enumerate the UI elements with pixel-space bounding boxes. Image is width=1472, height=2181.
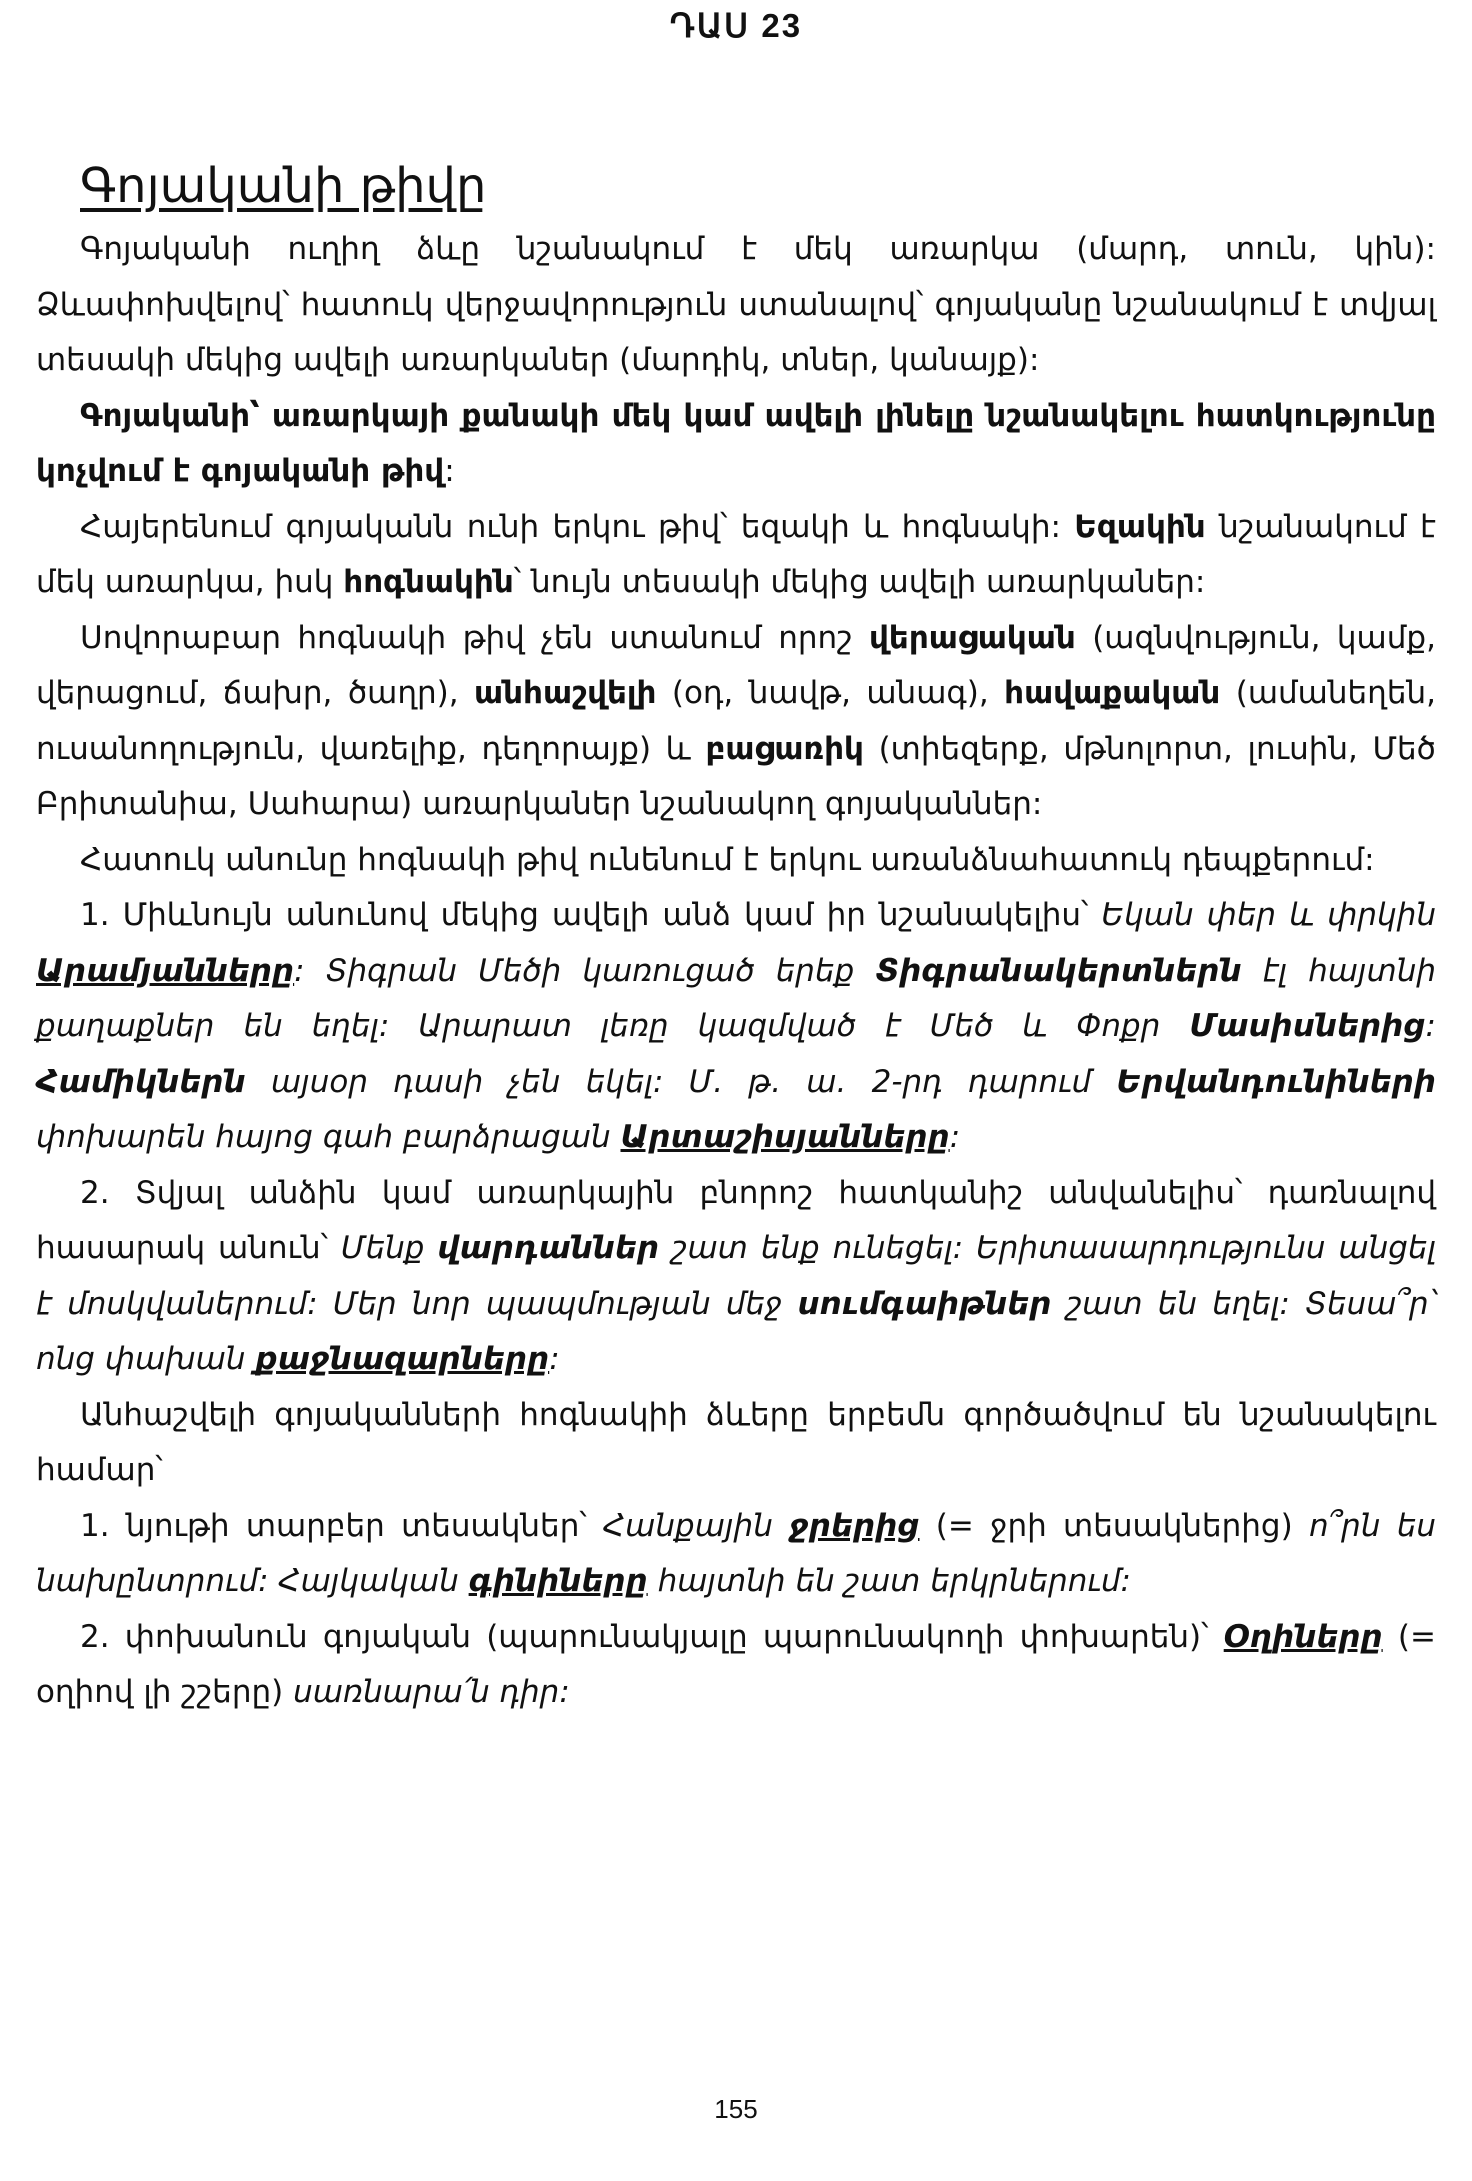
text-run: շատ ենք ունեցել: Երիտասարդությունս անցել է մոսկվաներում: Մեր նոր պապմության մեջ — [36, 1230, 1436, 1322]
text-run: 2. փոխանուն գոյական (պարունակյալը պարունակողի փոխարեն)՝ — [80, 1618, 1224, 1655]
text-run: այսօր դասի չեն եկել: Մ. թ. ա. 2-րդ դարում — [245, 1063, 1117, 1100]
text-run: սառնարա՛ն դիր: — [293, 1674, 570, 1710]
text-run: ո՞րն ես նախընտրում: Հայկական — [36, 1507, 1437, 1599]
lesson-header: ԴԱՍ 23 — [669, 7, 803, 44]
paragraph — [36, 222, 1436, 389]
text-run: հավաքական — [1004, 675, 1221, 711]
text-run: հոգնակին — [343, 564, 514, 600]
text-run: : — [1425, 1008, 1436, 1044]
text-run: Եզակին — [1074, 508, 1206, 545]
text-run: հայտնի են շատ երկրներում: — [647, 1563, 1131, 1599]
paragraph — [36, 888, 1436, 1166]
text-run: շատ են եղել: Տեսա՞ր՝ ոնց փախան — [36, 1285, 1436, 1377]
text-run: : Տիգրան Մեծի կառուցած երեք — [294, 952, 876, 989]
text-run: : — [949, 1119, 961, 1155]
text-run: գինիները — [468, 1563, 648, 1599]
text-run: Հատուկ անունը հոգնակի թիվ ունենում է երկու առանձնահատուկ դեպքերում: — [80, 841, 1375, 878]
paragraph — [36, 1166, 1436, 1388]
text-run: սումգաիթներ — [797, 1285, 1052, 1322]
text-run: Հայերենում գոյականն ունի երկու թիվ՝ եզակի և հոգնակի: — [80, 508, 1075, 545]
text-run: (ազնվություն, կամք, վերացում, ճախր, ծաղր), — [36, 619, 1436, 711]
text-run: փոխարեն հայոց գահ բարձրացան — [36, 1119, 621, 1155]
section-title: Գոյականի թիվը — [80, 158, 487, 215]
paragraph — [36, 389, 1436, 500]
text-run: Երվանդունիների — [1116, 1063, 1436, 1100]
text-run: Անհաշվելի գոյականների հոգնակիի ձևերը երբեմն գործածվում են նշանակելու համար՝ — [36, 1396, 1436, 1488]
body-text — [36, 222, 1436, 1721]
text-run: Սովորաբար հոգնակի թիվ չեն ստանում որոշ — [80, 619, 870, 656]
text-run: վարդաններ — [437, 1230, 660, 1266]
text-run: Եկան փեր և փրկին — [1101, 897, 1437, 933]
text-run: վերացական — [869, 619, 1076, 656]
paragraph — [36, 833, 1436, 889]
text-run: (= օղիով լի շշերը) — [36, 1618, 1436, 1710]
text-run: Մենք — [340, 1230, 438, 1266]
text-run: Գոյականի ուղիղ ձևը նշանակում է մեկ առարկա (մարդ, տուն, կին): Ձևափոխվելով՝ հատուկ վերջավորություն ստանալով՝ գոյականը նշանակում է տվյալ տեսակի մեկից ավելի առարկաներ (մարդիկ, տներ, կանայք): — [36, 231, 1436, 378]
paragraph — [36, 500, 1436, 611]
text-run: Հանքային — [602, 1507, 790, 1544]
page-number: 155 — [714, 2094, 758, 2124]
paragraph — [36, 1388, 1436, 1499]
text-run: 2. Տվյալ անձին կամ առարկային բնորոշ հատկանիշ անվանելիս՝ դառնալով հասարակ անուն՝ — [36, 1174, 1436, 1266]
text-run: : — [549, 1341, 560, 1377]
text-run: (օդ, նավթ, անագ), — [656, 675, 1005, 711]
text-run: անհաշվելի — [474, 675, 657, 711]
text-run: Մասիսներից — [1189, 1008, 1426, 1044]
text-run: ՝ նույն տեսակի մեկից ավելի առարկաներ: — [513, 564, 1206, 600]
text-run: 1. Միևնույն անունով մեկից ավելի անձ կամ իր նշանակելիս՝ — [80, 897, 1102, 933]
paragraph — [36, 1499, 1436, 1610]
text-run: Արտաշիսյանները — [620, 1119, 950, 1155]
text-run: քաջնազարները — [255, 1341, 550, 1377]
text-run: Գոյականի՝ առարկայի քանակի մեկ կամ ավելի լինելը նշանակելու հատկությունը կոչվում է գոյականի թիվ — [36, 397, 1436, 489]
text-run: Արամյանները — [36, 952, 295, 989]
text-run: Համիկներն — [36, 1063, 246, 1100]
text-run: 1. նյութի տարբեր տեսակներ՝ — [80, 1507, 603, 1544]
text-run: էլ հայտնի քաղաքներ են եղել: Արարատ լեռը կազմված է Մեծ և Փոքր — [36, 952, 1437, 1044]
text-run: (ամանեղեն, ուսանողություն, վառելիք, դեղորայք) և — [36, 675, 1436, 767]
text-run: Օղիները — [1223, 1618, 1383, 1655]
text-run: (տիեզերք, մթնոլորտ, լուսին, Մեծ Բրիտանիա, Սահարա) առարկաներ նշանակող գոյականներ: — [36, 730, 1436, 822]
paragraph — [36, 1610, 1436, 1721]
text-run: (= ջրի տեսակներից) — [919, 1507, 1309, 1544]
text-run: ջրերից — [789, 1507, 920, 1544]
text-run: նշանակում է մեկ առարկա, իսկ — [36, 508, 1436, 600]
text-run: բացառիկ — [705, 730, 864, 767]
paragraph — [36, 611, 1436, 833]
text-run: Տիգրանակերտներն — [875, 952, 1242, 989]
text-run: : — [444, 453, 455, 489]
